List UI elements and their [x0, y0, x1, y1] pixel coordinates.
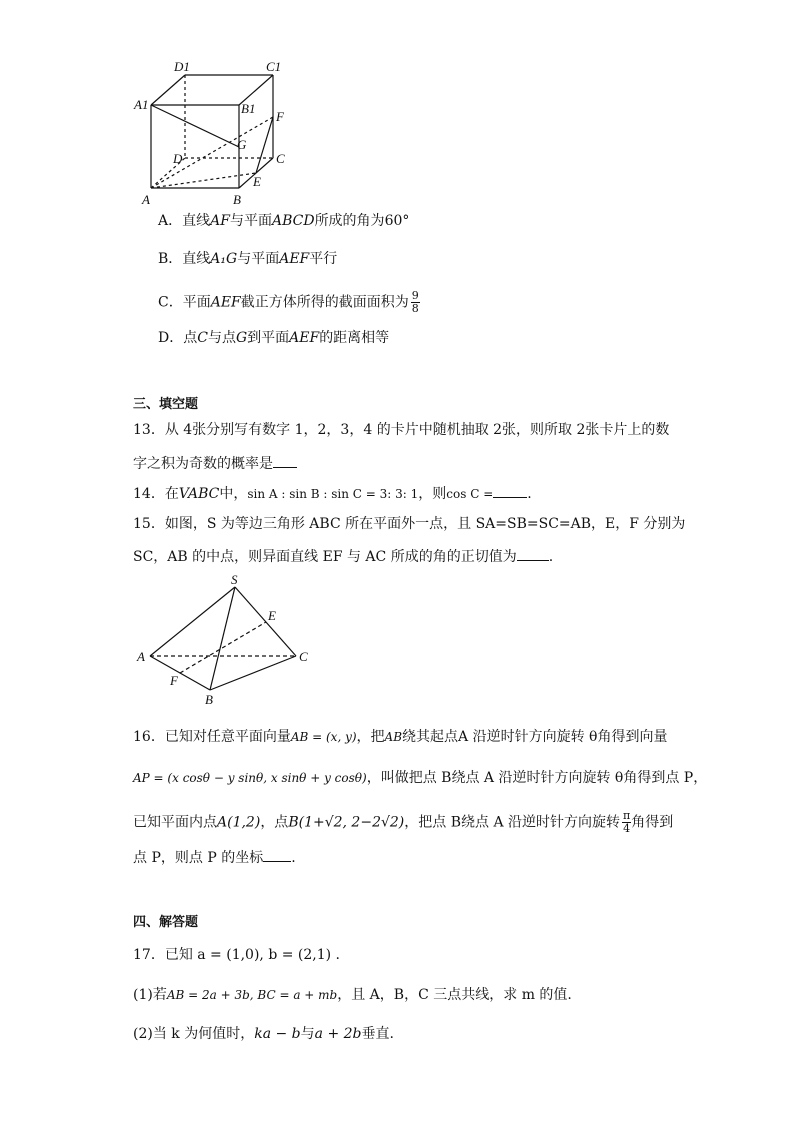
edge-sa [150, 587, 235, 656]
label-b1: B1 [241, 101, 256, 116]
label-f: F [170, 673, 178, 688]
label-f: F [276, 109, 284, 124]
q16-line3: 已知平面内点A(1,2)，点B(1+√2, 2−2√2)，把点 B绕点 A 沿逆时针方向旋转 $\frac{\pi}{4}$ 角得到 [133, 809, 674, 835]
label-a: A [137, 649, 145, 664]
q13-line2: 字之积为奇数的概率是 [133, 454, 297, 473]
q17-part1: (1)若AB = 2a + 3b, BC = a + mb，且 A，B，C 三点共线，求 m 的值. [133, 987, 572, 1003]
segment-ef [180, 622, 266, 673]
option-a: A．直线AF与平面ABCD所成的角为60° [158, 213, 410, 229]
section-title-fill-in: 三、填空题 [133, 397, 199, 412]
label-d1: D1 [174, 59, 190, 74]
option-c: C．平面AEF截正方体所得的截面面积为 $\frac{9}{8}$ [158, 289, 419, 315]
pyramid-figure [130, 572, 320, 707]
label-c1: C1 [266, 59, 282, 74]
label-a1: A1 [134, 97, 149, 112]
q16-line1: 16．已知对任意平面向量AB = (x, y)，把AB绕其起点A 沿逆时针方向旋转 θ角得到向量 [133, 729, 668, 745]
label-a: A [142, 192, 150, 207]
fraction-9-8: $\frac{9}{8}$ [411, 289, 419, 315]
label-c: C [276, 151, 285, 166]
q16-line4: 点 P，则点 P 的坐标 . [133, 850, 296, 866]
segment-ef [256, 117, 273, 173]
fraction-pi-4: $\frac{\pi}{4}$ [623, 809, 631, 835]
segment-ae [151, 173, 256, 188]
edge-sb [210, 587, 235, 690]
label-b: B [233, 192, 241, 207]
option-d: D．点C与点G到平面AEF的距离相等 [158, 330, 390, 346]
label-g: G [237, 137, 247, 152]
q15-line2: SC，AB 的中点，则异面直线 EF 与 AC 所成的角的正切值为 . [133, 549, 554, 565]
label-d: D [173, 151, 183, 166]
cube-figure [130, 55, 300, 210]
label-s: S [231, 572, 238, 587]
q15-line1: 15．如图，S 为等边三角形 ABC 所在平面外一点，且 SA=SB=SC=AB，E，F 分别为 [133, 516, 686, 532]
q16-line2: AP = (x cosθ − y sinθ, x sinθ + y cosθ)，叫做把点 B绕点 A 沿逆时针方向旋转 θ角得到点 P， [133, 770, 708, 786]
edge-sc [235, 587, 296, 656]
option-b: B．直线A₁G与平面AEF平行 [158, 251, 338, 267]
q14: 14．在VABC中，sin A : sin B : sin C = 3: 3: 1，则cos C = . [133, 486, 532, 502]
segment-a1g [151, 105, 239, 147]
section-title-answers: 四、解答题 [133, 915, 199, 930]
label-b: B [205, 692, 213, 707]
label-e: E [268, 608, 276, 623]
edge-a1d1 [151, 75, 185, 105]
q17-part2: (2)当 k 为何值时，ka − b与a + 2b垂直. [133, 1026, 394, 1042]
label-e: E [253, 174, 261, 189]
edge-bc [210, 656, 296, 690]
q13-line1: 13．从 4张分别写有数字 1，2，3，4 的卡片中随机抽取 2张，则所取 2张卡片上的数 [133, 422, 670, 438]
label-c: C [299, 649, 308, 664]
q17-line1: 17．已知 a = (1,0), b = (2,1) . [133, 947, 341, 963]
